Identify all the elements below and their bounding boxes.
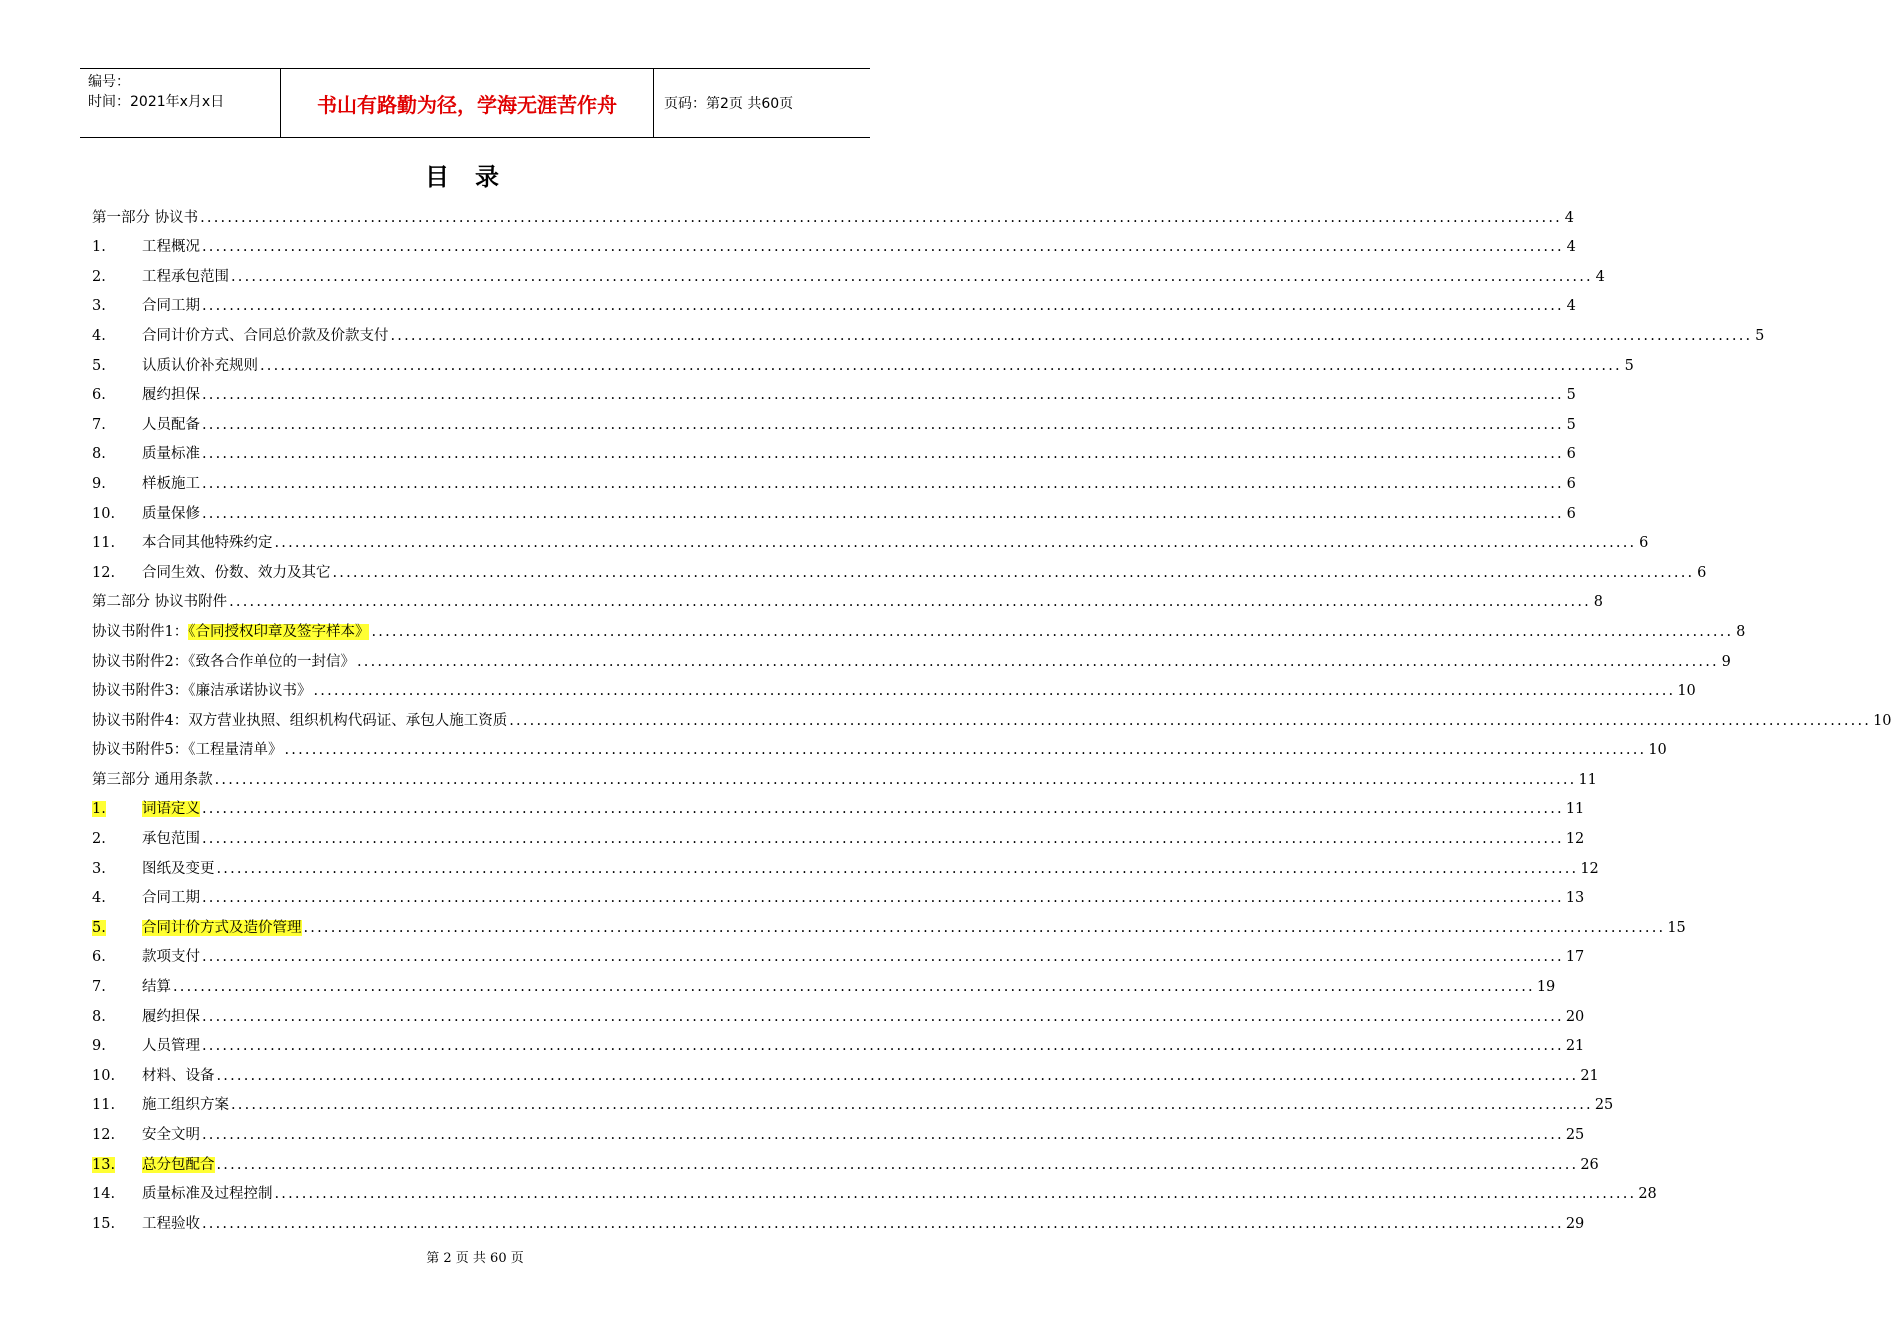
toc-entry-page: 19: [1536, 979, 1556, 996]
toc-entry[interactable]: [92, 257, 1605, 287]
toc-entry-title: 图纸及变更: [142, 860, 215, 877]
toc-entry-number: 1.: [92, 239, 106, 256]
toc-leader-dots: ........................................................................................................................................................................................................: [202, 416, 1564, 433]
toc-entry-number: 7.: [92, 979, 106, 996]
toc-entry-title: 工程概况: [142, 239, 200, 256]
toc-entry[interactable]: [92, 967, 1556, 997]
toc-entry-page: 28: [1638, 1186, 1657, 1203]
toc-leader-dots: ........................................................................................................................................................................................................: [274, 1186, 1637, 1203]
toc-entry[interactable]: [92, 583, 1603, 613]
toc-entry-title: 款项支付: [142, 949, 200, 966]
motto-text: 书山有路勤为径，学海无涯苦作舟: [317, 92, 617, 117]
toc-entry-page: 25: [1565, 1127, 1585, 1143]
toc-entry-title: 质量保修: [142, 505, 200, 522]
toc-leader-dots: ........................................................................................................................................................................................................: [229, 594, 1591, 611]
toc-entry[interactable]: [92, 731, 1667, 761]
toc-leader-dots: ........................................................................................................................................................................................................: [202, 1038, 1564, 1055]
toc-entry[interactable]: [92, 612, 1746, 642]
toc-entry-title: 承包范围: [142, 831, 200, 848]
toc-entry-number: 13.: [92, 1156, 116, 1173]
toc-entry[interactable]: [92, 849, 1599, 879]
toc-entry-number: 11.: [92, 535, 116, 552]
toc-leader-dots: ........................................................................................................................................................................................................: [303, 919, 1666, 936]
toc-entry[interactable]: [92, 346, 1634, 376]
toc-entry[interactable]: [92, 1056, 1599, 1086]
toc-entry-page: 15: [1667, 919, 1686, 936]
toc-entry[interactable]: [92, 198, 1574, 228]
toc-entry-title: 协议书附件1：《合同授权印章及签字样本》: [92, 623, 370, 640]
toc-entry-page: 5: [1624, 357, 1634, 374]
toc-entry[interactable]: [92, 524, 1649, 554]
toc-leader-dots: ........................................................................................................................................................................................................: [284, 742, 1647, 759]
toc-entry-number: 2.: [92, 831, 106, 848]
toc-entry-page: 10: [1677, 683, 1696, 700]
toc-leader-dots: ........................................................................................................................................................................................................: [214, 771, 1577, 788]
toc-entry-number: 10.: [92, 1067, 116, 1084]
toc-entry-page: 8: [1736, 623, 1746, 640]
toc-leader-dots: ........................................................................................................................................................................................................: [202, 890, 1564, 907]
toc-leader-dots: ........................................................................................................................................................................................................: [216, 860, 1579, 877]
toc-entry[interactable]: [92, 672, 1696, 702]
toc-entry-number: 6.: [92, 949, 106, 966]
toc-entry-title: 施工组织方案: [142, 1097, 229, 1114]
toc-entry-title: 质量标准: [142, 446, 200, 463]
toc-entry[interactable]: [92, 1086, 1614, 1116]
toc-entry-title: 认质认价补充规则: [142, 357, 258, 374]
toc-entry-page: 4: [1595, 268, 1605, 285]
toc-entry[interactable]: [92, 316, 1765, 346]
toc-leader-dots: ........................................................................................................................................................................................................: [216, 1156, 1579, 1173]
toc-entry-page: 5: [1566, 416, 1576, 433]
toc-entry-number: 15.: [92, 1215, 116, 1232]
toc-entry-page: 20: [1565, 1008, 1585, 1025]
toc-entry[interactable]: [92, 494, 1576, 524]
toc-entry-title: 合同生效、份数、效力及其它: [142, 564, 331, 581]
toc-entry[interactable]: [92, 701, 1892, 731]
toc-entry-title: 协议书附件2：《致各合作单位的一封信》: [92, 653, 355, 670]
toc-entry-page: 6: [1566, 475, 1576, 492]
toc-entry-title: 工程承包范围: [142, 268, 229, 285]
toc-entry-title: 质量标准及过程控制: [142, 1186, 273, 1203]
toc-entry-number: 12.: [92, 564, 116, 581]
toc-entry-title: 安全文明: [142, 1127, 200, 1143]
toc-entry-page: 5: [1566, 387, 1576, 404]
toc-entry[interactable]: [92, 376, 1576, 406]
page-footer: 第 2 页 共 60 页: [426, 1251, 524, 1266]
toc-entry-title: 人员管理: [142, 1038, 200, 1055]
toc-entry-number: 5.: [92, 919, 106, 936]
toc-entry-title: 合同工期: [142, 890, 200, 907]
toc-entry-page: 4: [1564, 209, 1574, 226]
header-left-cell: [80, 69, 281, 137]
toc-entry[interactable]: [92, 642, 1731, 672]
toc-leader-dots: ........................................................................................................................................................................................................: [173, 979, 1535, 996]
toc-entry-page: 6: [1639, 535, 1649, 552]
toc-entry-page: 4: [1566, 298, 1576, 315]
toc-entry-number: 7.: [92, 416, 106, 433]
table-of-contents: [92, 198, 1892, 1234]
toc-entry-title: 样板施工: [142, 475, 200, 492]
toc-entry-title: 协议书附件4：双方营业执照、组织机构代码证、承包人施工资质: [92, 712, 508, 729]
toc-leader-dots: ........................................................................................................................................................................................................: [202, 949, 1564, 966]
toc-entry-page: 29: [1565, 1215, 1585, 1232]
toc-entry-page: 6: [1697, 564, 1707, 581]
toc-leader-dots: ........................................................................................................................................................................................................: [216, 1067, 1579, 1084]
toc-leader-dots: ........................................................................................................................................................................................................: [202, 801, 1564, 818]
toc-leader-dots: ........................................................................................................................................................................................................: [200, 209, 1562, 226]
toc-entry-page: 25: [1594, 1097, 1614, 1114]
toc-entry-number: 11.: [92, 1097, 116, 1114]
toc-entry-page: 26: [1580, 1156, 1599, 1173]
toc-entry-number: 3.: [92, 860, 106, 877]
toc-leader-dots: ........................................................................................................................................................................................................: [274, 535, 1637, 552]
toc-entry[interactable]: [92, 1145, 1599, 1175]
toc-entry[interactable]: [92, 228, 1576, 258]
toc-entry[interactable]: [92, 997, 1585, 1027]
toc-entry-title: 履约担保: [142, 387, 200, 404]
header-page-cell: [654, 69, 870, 137]
toc-entry[interactable]: [92, 553, 1707, 583]
toc-leader-dots: ........................................................................................................................................................................................................: [231, 268, 1593, 285]
toc-entry[interactable]: [92, 464, 1576, 494]
toc-entry-title: 第三部分 通用条款: [92, 771, 213, 788]
toc-entry-page: 12: [1565, 831, 1585, 848]
toc-entry-number: 9.: [92, 475, 106, 492]
toc-entry-page: 21: [1580, 1067, 1599, 1084]
toc-entry-page: 10: [1648, 742, 1667, 759]
toc-entry-number: 3.: [92, 298, 106, 315]
page-header: [80, 68, 870, 138]
toc-leader-dots: ........................................................................................................................................................................................................: [202, 298, 1564, 315]
number-label: 编号：: [88, 74, 130, 90]
toc-leader-dots: ........................................................................................................................................................................................................: [202, 1127, 1564, 1143]
page-label: 页码：第2页 共60页: [664, 96, 794, 112]
toc-entry[interactable]: [92, 1204, 1585, 1234]
toc-entry-title: 第一部分 协议书: [92, 209, 199, 226]
time-label: 时间：2021年x月x日: [88, 94, 225, 110]
toc-entry-number: 9.: [92, 1038, 106, 1055]
toc-entry-title: 人员配备: [142, 416, 200, 433]
toc-entry-title: 合同工期: [142, 298, 200, 315]
toc-leader-dots: ........................................................................................................................................................................................................: [202, 1008, 1564, 1025]
toc-entry-number: 4.: [92, 327, 106, 344]
toc-entry-title: 本合同其他特殊约定: [142, 535, 273, 552]
toc-entry[interactable]: [92, 1175, 1657, 1205]
toc-leader-dots: ........................................................................................................................................................................................................: [332, 564, 1695, 581]
toc-entry[interactable]: [92, 819, 1585, 849]
toc-entry-page: 8: [1593, 594, 1603, 611]
toc-entry-page: 11: [1578, 771, 1597, 788]
page-title: 目录: [425, 163, 525, 191]
toc-entry-title: 合同计价方式及造价管理: [142, 919, 302, 936]
toc-entry[interactable]: [92, 790, 1585, 820]
toc-entry-page: 12: [1580, 860, 1599, 877]
toc-entry-number: 12.: [92, 1127, 116, 1143]
toc-entry-number: 8.: [92, 446, 106, 463]
toc-entry-title: 词语定义: [142, 801, 200, 818]
toc-entry[interactable]: [92, 287, 1576, 317]
toc-entry-number: 1.: [92, 801, 106, 818]
toc-entry[interactable]: [92, 1115, 1585, 1145]
toc-leader-dots: ........................................................................................................................................................................................................: [202, 387, 1564, 404]
toc-entry-page: 6: [1566, 446, 1576, 463]
toc-entry-number: 8.: [92, 1008, 106, 1025]
toc-leader-dots: ........................................................................................................................................................................................................: [202, 446, 1564, 463]
toc-entry-title: 结算: [142, 979, 171, 996]
toc-leader-dots: ........................................................................................................................................................................................................: [231, 1097, 1593, 1114]
toc-leader-dots: ........................................................................................................................................................................................................: [371, 623, 1734, 640]
toc-entry-number: 6.: [92, 387, 106, 404]
toc-entry-page: 9: [1721, 653, 1731, 670]
toc-entry-page: 13: [1565, 890, 1585, 907]
toc-leader-dots: ........................................................................................................................................................................................................: [509, 712, 1872, 729]
toc-entry-page: 4: [1566, 239, 1576, 256]
toc-entry-number: 5.: [92, 357, 106, 374]
toc-entry-number: 4.: [92, 890, 106, 907]
toc-leader-dots: ........................................................................................................................................................................................................: [260, 357, 1622, 374]
toc-entry-page: 10: [1873, 712, 1892, 729]
toc-entry-page: 6: [1566, 505, 1576, 522]
toc-entry-page: 21: [1565, 1038, 1585, 1055]
toc-entry[interactable]: [92, 908, 1686, 938]
toc-entry-title: 材料、设备: [142, 1067, 215, 1084]
toc-leader-dots: ........................................................................................................................................................................................................: [202, 239, 1564, 256]
toc-leader-dots: ........................................................................................................................................................................................................: [202, 505, 1564, 522]
toc-entry-page: 11: [1565, 801, 1585, 818]
toc-entry[interactable]: [92, 405, 1576, 435]
toc-entry-number: 14.: [92, 1186, 116, 1203]
header-motto-cell: [281, 69, 654, 137]
toc-entry-title: 履约担保: [142, 1008, 200, 1025]
toc-entry[interactable]: [92, 760, 1597, 790]
toc-entry-title: 工程验收: [142, 1215, 200, 1232]
toc-entry-title: 合同计价方式、合同总价款及价款支付: [142, 327, 389, 344]
toc-entry[interactable]: [92, 435, 1576, 465]
toc-entry-title: 总分包配合: [142, 1156, 215, 1173]
toc-entry-title: 协议书附件5：《工程量清单》: [92, 742, 283, 759]
toc-leader-dots: ........................................................................................................................................................................................................: [390, 327, 1753, 344]
toc-leader-dots: ........................................................................................................................................................................................................: [202, 475, 1564, 492]
toc-entry-title: 协议书附件3：《廉洁承诺协议书》: [92, 683, 312, 700]
toc-entry-number: 10.: [92, 505, 116, 522]
toc-leader-dots: ........................................................................................................................................................................................................: [356, 653, 1719, 670]
toc-leader-dots: ........................................................................................................................................................................................................: [313, 683, 1676, 700]
toc-entry-title: 第二部分 协议书附件: [92, 594, 228, 611]
toc-leader-dots: ........................................................................................................................................................................................................: [202, 831, 1564, 848]
toc-entry[interactable]: [92, 879, 1585, 909]
toc-entry-page: 5: [1755, 327, 1765, 344]
toc-leader-dots: ........................................................................................................................................................................................................: [202, 1215, 1564, 1232]
toc-entry-number: 2.: [92, 268, 106, 285]
toc-entry[interactable]: [92, 938, 1585, 968]
toc-entry[interactable]: [92, 1027, 1585, 1057]
toc-entry-page: 17: [1565, 949, 1585, 966]
